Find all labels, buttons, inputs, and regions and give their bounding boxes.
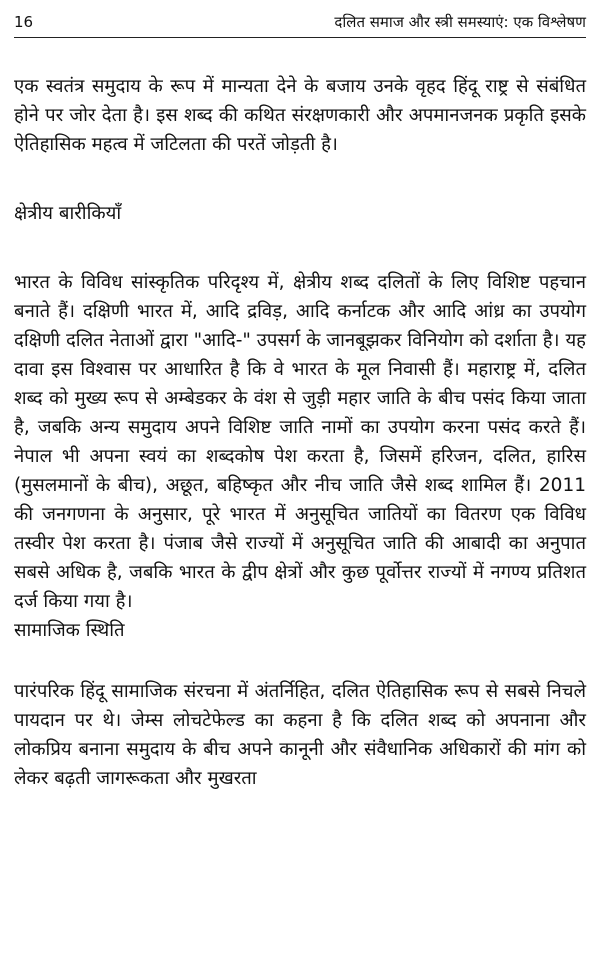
section-heading-social-status: सामाजिक स्थिति xyxy=(14,620,125,641)
paragraph-regional: भारत के विविध सांस्कृतिक परिदृश्य में, क्षेत्रीय शब्द दलितों के लिए विशिष्ट पहचान बनाते हैं। दक्षिणी भारत में, आदि द्रविड़, आदि कर्नाटक और आदि आंध्र का उपयोग दक्षिणी दलित नेताओं द्वारा "आदि-" उपसर्ग के जानबूझकर विनियोग को दर्शाता है। यह दावा इस विश्वास पर आधारित है कि वे भारत के मूल निवासी हैं। महाराष्ट्र में, दलित शब्द को मुख्य रूप से अम्बेडकर के वंश से जुड़ी महार जाति के बीच पसंद किया जाता है, जबकि अन्य समुदाय अपने विशिष्ट जाति नामों का उपयोग करना पसंद करते हैं। नेपाल भी अपना स्वयं का शब्दकोष पेश करता है, जिसमें हरिजन, दलित, हारिस (मुसलमानों के बीच), अछूत, बहिष्कृत और नीच जाति जैसे शब्द शामिल हैं। 2011 की जनगणना के अनुसार, पूरे भारत में अनुसूचित जातियों का वितरण एक विविध तस्वीर पेश करता है। पंजाब जैसे राज्यों में अनुसूचित जाति की आबादी का अनुपात सबसे अधिक है, जबकि भारत के द्वीप क्षेत्रों और कुछ पूर्वोत्तर राज्यों में नगण्य प्रतिशत दर्ज किया गया है। xyxy=(14,272,586,612)
body-text xyxy=(14,72,586,793)
page-number: 16 xyxy=(14,13,34,31)
running-title: दलित समाज और स्त्री समस्याएं: एक विश्लेषण xyxy=(334,13,586,31)
header-divider xyxy=(14,37,586,38)
running-header xyxy=(14,10,586,34)
paragraph-continuation: एक स्वतंत्र समुदाय के रूप में मान्यता देने के बजाय उनके वृहद हिंदू राष्ट्र से संबंधित होने पर जोर देता है। इस शब्द की कथित संरक्षणकारी और अपमानजनक प्रकृति इसके ऐतिहासिक महत्व में जटिलता की परतें जोड़ती है। xyxy=(14,76,586,155)
paragraph-social-status: पारंपरिक हिंदू सामाजिक संरचना में अंतर्निहित, दलित ऐतिहासिक रूप से सबसे निचले पायदान पर थे। जेम्स लोचटेफेल्ड का कहना है कि दलित शब्द को अपनाना और लोकप्रिय बनाना समुदाय के बीच अपने कानूनी और संवैधानिक अधिकारों की मांग को लेकर बढ़ती जागरूकता और मुखरता xyxy=(14,681,586,789)
spacer xyxy=(14,159,586,199)
spacer xyxy=(14,645,586,677)
section-heading-regional-nuances: क्षेत्रीय बारीकियाँ xyxy=(14,203,122,224)
spacer xyxy=(14,228,586,268)
